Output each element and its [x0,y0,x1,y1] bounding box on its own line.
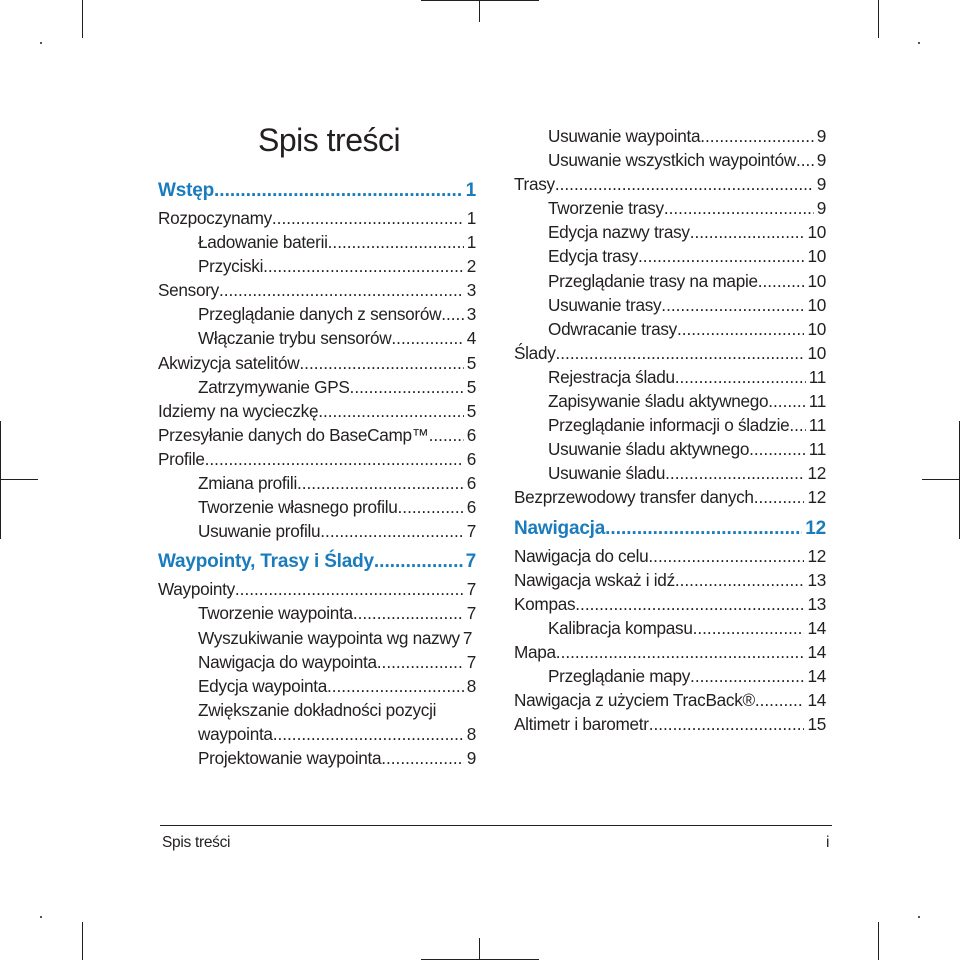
toc-page-number: 11 [808,415,826,436]
crop-mark-top-left [82,0,83,38]
toc-column-left [158,180,476,772]
toc-dot-leader [556,642,805,663]
toc-dot-leader [675,570,805,591]
toc-entry[interactable] [158,304,476,328]
toc-entry[interactable] [514,174,826,198]
toc-page-number: 7 [465,551,476,573]
toc-entry[interactable] [158,232,476,256]
toc-dot-leader [605,518,802,540]
toc-entry[interactable] [158,521,476,545]
toc-entry-label: Akwizycja satelitów [158,352,300,373]
toc-entry-label: Przeglądanie danych z sensorów [198,304,442,325]
toc-entry-label: Przesyłanie danych do BaseCamp™ [158,424,429,445]
toc-dot-leader [648,546,804,567]
toc-entry[interactable] [514,690,826,714]
toc-dot-leader [661,295,804,316]
toc-page-number: 6 [466,424,476,445]
toc-dot-leader [235,579,464,600]
toc-entry-label: Edycja nazwy trasy [548,222,690,243]
toc-page-number: 3 [466,304,476,325]
toc-page-number: 6 [466,497,476,518]
toc-entry-label: waypointa [198,723,273,744]
toc-page-number: 10 [807,246,826,267]
toc-entry[interactable] [158,603,476,627]
toc-entry[interactable] [514,714,826,738]
toc-entry[interactable] [158,353,476,377]
toc-entry[interactable] [514,618,826,642]
toc-entry[interactable] [514,150,826,174]
toc-entry[interactable] [514,222,826,246]
toc-dot-leader [758,271,805,292]
toc-page-number: 7 [466,603,476,624]
toc-dot-leader [374,551,463,573]
toc-dot-leader [575,594,804,615]
footer-section-title: Spis treści [162,834,231,851]
toc-entry-label: Sensory [158,280,219,301]
toc-dot-leader [555,174,814,195]
toc-entry[interactable] [514,343,826,367]
crop-mark-bottom-right [878,922,879,960]
toc-entry[interactable] [514,271,826,295]
toc-entry[interactable] [158,652,476,676]
toc-page-number: 7 [466,521,476,542]
toc-dot-leader [796,150,814,171]
toc-entry-label: Przyciski [198,256,264,277]
toc-page-number: 7 [466,651,476,672]
registration-dot [40,42,42,44]
toc-entry-label: Profile [158,448,205,469]
toc-chapter-entry[interactable] [158,180,476,208]
toc-entry-label: Tworzenie trasy [548,198,664,219]
toc-entry-label: Nawigacja do celu [514,545,649,566]
toc-entry[interactable] [158,425,476,449]
toc-entry[interactable] [158,377,476,401]
page-title: Spis treści [258,122,401,158]
toc-entry-label: Kompas [514,593,576,614]
crop-mark-bottom-left [82,922,83,960]
toc-entry[interactable] [158,724,476,748]
toc-entry[interactable] [158,628,476,652]
crop-mark-left-middle [0,479,38,480]
registration-dot [918,42,920,44]
toc-page-number: 9 [816,174,826,195]
toc-entry-label: Altimetr i barometr [514,714,649,735]
toc-page-number: 10 [807,222,826,243]
toc-entry-label: Usuwanie wszystkich waypointów [548,150,796,171]
toc-page-number: 1 [466,208,476,228]
toc-entry[interactable] [158,449,476,473]
toc-entry[interactable] [514,391,826,415]
toc-dot-leader [768,391,806,412]
toc-entry[interactable] [158,256,476,280]
toc-entry-label: Nawigacja z użyciem TracBack® [514,690,755,711]
toc-page-number: 12 [805,517,826,539]
toc-entry[interactable] [158,280,476,304]
toc-dot-leader [205,449,464,470]
toc-entry[interactable] [158,748,476,772]
toc-page-number: 13 [807,593,826,614]
toc-page-number: 12 [807,545,826,566]
toc-dot-leader [318,401,464,422]
toc-dot-leader [677,319,805,340]
toc-dot-leader [320,521,463,542]
toc-dot-leader [664,198,814,219]
toc-entry[interactable] [514,487,826,511]
toc-entry[interactable] [514,367,826,391]
registration-dot [40,916,42,918]
crop-mark-left-middle-v [0,421,1,539]
toc-entry-label: Ładowanie baterii [198,232,328,253]
toc-column-right [514,126,826,738]
toc-dot-leader [219,280,464,301]
toc-dot-leader [690,666,804,687]
toc-page-number: 10 [807,318,826,339]
toc-entry-label: Zapisywanie śladu aktywnego [548,391,769,412]
toc-entry[interactable] [514,570,826,594]
toc-entry-label: Waypointy [158,579,235,600]
toc-page-number: 7 [466,579,476,600]
toc-page-number: 5 [466,352,476,373]
footer-divider [160,825,832,826]
toc-page-number: 11 [808,366,826,387]
toc-dot-leader [693,618,805,639]
toc-entry-label: Tworzenie waypointa [198,603,353,624]
toc-entry-label: Rozpoczynamy [158,208,272,228]
toc-dot-leader [297,473,464,494]
toc-entry[interactable] [514,463,826,487]
toc-entry-label: Przeglądanie mapy [548,665,691,686]
toc-page-number: 3 [466,280,476,301]
toc-dot-leader [398,497,464,518]
toc-entry[interactable] [514,246,826,270]
toc-entry-label: Przeglądanie trasy na mapie [548,270,758,291]
toc-dot-leader [214,180,463,202]
toc-entry[interactable] [514,319,826,343]
toc-entry-label: Projektowanie waypointa [198,747,382,768]
toc-entry-label: Usuwanie trasy [548,294,662,315]
toc-entry-label: Wstęp [158,180,215,201]
toc-entry-label: Ślady [514,342,556,363]
toc-dot-leader [675,367,806,388]
toc-entry-label: Mapa [514,641,556,662]
toc-entry-label: Edycja trasy [548,246,639,267]
toc-entry-label: Wyszukiwanie waypointa wg nazwy [198,627,460,648]
toc-entry[interactable] [158,676,476,700]
toc-page-number: 10 [807,270,826,291]
toc-page-number: 1 [466,232,476,253]
toc-dot-leader [299,353,463,374]
toc-entry-label: Usuwanie profilu [198,521,321,542]
toc-page-number: 9 [816,126,826,146]
toc-page-number: 14 [807,665,826,686]
toc-dot-leader [649,714,805,735]
toc-entry[interactable] [514,594,826,618]
toc-entry[interactable] [158,208,476,232]
toc-page-number: 9 [466,747,476,768]
registration-dot [918,916,920,918]
crop-mark-top-right [878,0,879,38]
toc-entry-label: Włączanie trybu sensorów [198,328,392,349]
toc-entry[interactable] [514,295,826,319]
toc-entry[interactable] [158,497,476,521]
toc-entry[interactable] [158,700,476,724]
toc-page-number: 7 [462,627,473,648]
toc-entry-label: Idziemy na wycieczkę [158,400,319,421]
toc-dot-leader [755,690,805,711]
toc-entry-label: Zatrzymywanie GPS [198,376,350,397]
toc-page-number: 10 [807,294,826,315]
toc-dot-leader [273,724,464,745]
toc-page-number: 13 [807,569,826,590]
toc-dot-leader [272,208,464,229]
toc-dot-leader [263,256,464,277]
toc-dot-leader [754,487,805,508]
toc-page-number: 9 [816,198,826,219]
toc-entry[interactable] [514,439,826,463]
toc-entry-label: Nawigacja wskaż i idź [514,569,675,590]
toc-dot-leader [353,603,464,624]
toc-entry-label: Usuwanie waypointa [548,126,701,146]
toc-dot-leader [327,676,464,697]
toc-page-number: 11 [808,439,826,460]
toc-dot-leader [749,439,806,460]
toc-dot-leader [429,425,464,446]
toc-page-number: 5 [466,376,476,397]
toc-dot-leader [638,246,804,267]
toc-dot-leader [690,222,805,243]
toc-page-number: 14 [807,690,826,711]
crop-mark-top-center [479,0,480,22]
toc-page-number: 14 [807,617,826,638]
toc-dot-leader [391,328,463,349]
toc-page-number: 4 [466,328,476,349]
toc-chapter-entry[interactable] [514,518,826,546]
crop-mark-bottom-center [479,938,480,960]
toc-entry-label: Usuwanie śladu aktywnego [548,439,750,460]
toc-entry-label: Usuwanie śladu [548,463,666,484]
toc-entry-label: Zmiana profili [198,473,297,494]
toc-entry-label: Przeglądanie informacji o śladzie [548,415,790,436]
toc-entry[interactable] [158,401,476,425]
toc-entry[interactable] [158,473,476,497]
toc-page-number: 9 [816,150,826,171]
toc-page-number: 14 [807,641,826,662]
toc-chapter-entry[interactable] [158,551,476,579]
toc-page-number: 5 [466,400,476,421]
toc-page-number: 2 [466,256,476,277]
toc-dot-leader [789,415,805,436]
crop-mark-right-middle [922,479,960,480]
toc-dot-leader [377,652,464,673]
toc-entry[interactable] [514,126,826,150]
toc-entry[interactable] [514,415,826,439]
toc-entry-label: Zwiększanie dokładności pozycji [198,699,437,720]
toc-dot-leader [441,304,464,325]
toc-entry-label: Edycja waypointa [198,675,327,696]
toc-dot-leader [700,126,813,147]
toc-entry-label: Trasy [514,174,555,195]
toc-entry-label: Nawigacja [514,517,606,539]
toc-dot-leader [665,463,804,484]
toc-entry[interactable] [514,546,826,570]
toc-entry-label: Nawigacja do waypointa [198,651,377,672]
toc-entry-label: Waypointy, Trasy i Ślady [158,551,374,573]
toc-entry[interactable] [514,198,826,222]
toc-page-number: 12 [807,487,826,508]
toc-page-number: 11 [808,391,826,412]
toc-entry-label: Rejestracja śladu [548,366,675,387]
toc-page-number: 15 [807,714,826,735]
toc-entry-label: Odwracanie trasy [548,318,677,339]
toc-entry[interactable] [158,328,476,352]
crop-mark-top-center-h [421,0,539,1]
toc-dot-leader [350,377,464,398]
toc-dot-leader [381,748,464,769]
toc-entry-label: Bezprzewodowy transfer danych [514,487,754,508]
toc-page-number: 8 [466,675,476,696]
toc-page-number: 6 [466,448,476,469]
toc-page-number: 10 [807,342,826,363]
toc-page-number: 1 [465,180,476,201]
toc-entry-label: Kalibracja kompasu [548,617,693,638]
toc-entry[interactable] [514,642,826,666]
toc-entry[interactable] [514,666,826,690]
toc-page-number: 6 [466,473,476,494]
toc-entry-label: Tworzenie własnego profilu [198,497,398,518]
toc-dot-leader [556,343,805,364]
toc-entry[interactable] [158,579,476,603]
toc-page-number: 12 [807,463,826,484]
toc-page-number: 8 [466,723,476,744]
footer-page-number: i [826,834,830,851]
toc-dot-leader [328,232,464,253]
